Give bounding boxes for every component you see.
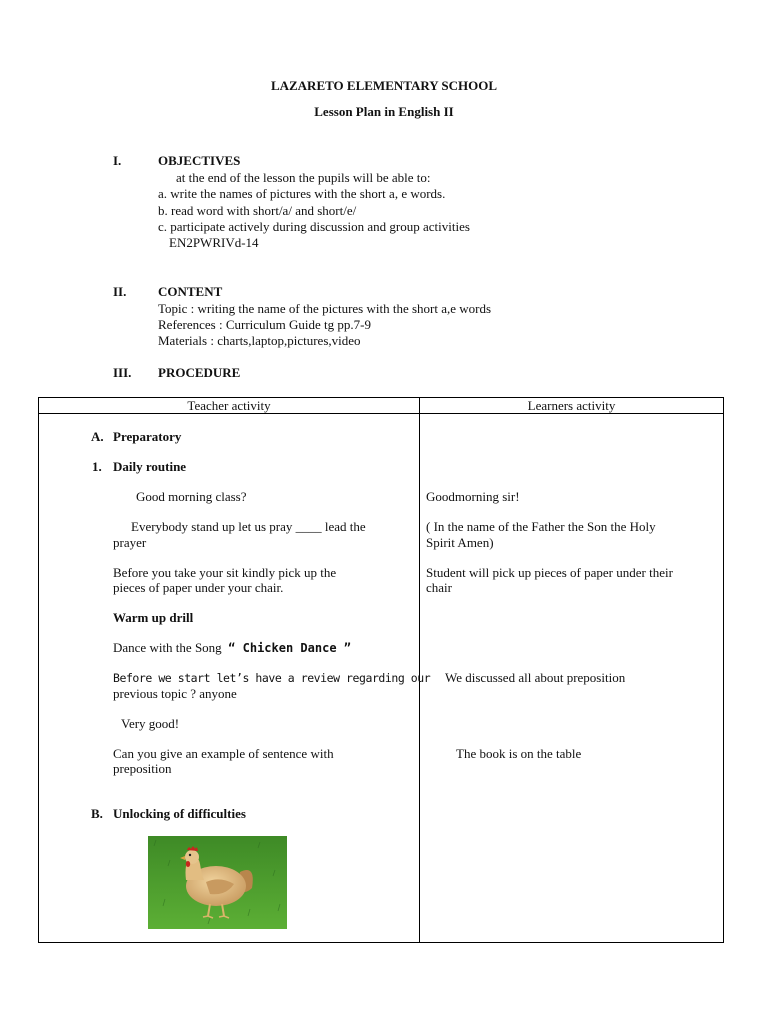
- learner-example-answer: The book is on the table: [456, 746, 582, 761]
- table-right-border: [723, 397, 724, 943]
- learner-prayer-line1: ( In the name of the Father the Son the Holy: [426, 519, 656, 534]
- teacher-review-line1: Before we start let’s have a review regarding our: [113, 671, 431, 685]
- teacher-review-line2: previous topic ? anyone: [113, 686, 237, 701]
- unlocking-heading: Unlocking of difficulties: [113, 806, 246, 821]
- header-learners-activity: Learners activity: [527, 398, 616, 413]
- objective-item-a: a. write the names of pictures with the short a, e words.: [158, 186, 446, 201]
- header-teacher-activity: Teacher activity: [187, 398, 271, 413]
- objective-item-b: b. read word with short/a/ and short/e/: [158, 203, 357, 218]
- objective-item-c: c. participate actively during discussion and group activities: [158, 219, 470, 234]
- objectives-intro: at the end of the lesson the pupils will be able to:: [176, 170, 431, 185]
- unlocking-letter: B.: [91, 806, 103, 821]
- learner-review-answer: We discussed all about preposition: [445, 670, 626, 685]
- preparatory-letter: A.: [91, 429, 104, 444]
- chicken-picture: [148, 836, 287, 929]
- learner-paper-line2: chair: [426, 580, 452, 595]
- daily-routine-heading: Daily routine: [113, 459, 187, 474]
- learner-prayer-line2: Spirit Amen): [426, 535, 494, 550]
- dance-song-title: “ Chicken Dance ”: [228, 641, 351, 655]
- dance-instruction: [113, 640, 351, 656]
- content-heading: CONTENT: [158, 284, 223, 299]
- teacher-example-line1: Can you give an example of sentence with: [113, 746, 334, 761]
- content-topic: Topic : writing the name of the pictures with the short a,e words: [158, 301, 492, 316]
- learner-paper-line1: Student will pick up pieces of paper under their: [426, 565, 673, 580]
- procedure-heading: PROCEDURE: [158, 365, 241, 380]
- teacher-greeting: Good morning class?: [136, 489, 247, 504]
- content-materials: Materials : charts,laptop,pictures,video: [158, 333, 361, 348]
- school-name: LAZARETO ELEMENTARY SCHOOL: [270, 78, 498, 93]
- competency-code: EN2PWRIVd-14: [169, 235, 259, 250]
- daily-routine-number: 1.: [92, 459, 102, 474]
- warm-up-heading: Warm up drill: [113, 610, 194, 625]
- teacher-paper-line1: Before you take your sit kindly pick up the: [113, 565, 337, 580]
- chicken-illustration: [148, 836, 287, 929]
- objectives-numeral: I.: [113, 153, 122, 168]
- content-references: References : Curriculum Guide tg pp.7-9: [158, 317, 371, 332]
- lesson-plan-title: Lesson Plan in English II: [314, 104, 454, 119]
- teacher-very-good: Very good!: [121, 716, 180, 731]
- table-left-border: [38, 397, 39, 943]
- teacher-example-line2: preposition: [113, 761, 172, 776]
- teacher-prayer-line1: Everybody stand up let us pray ____ lead the: [131, 519, 366, 534]
- objectives-heading: OBJECTIVES: [158, 153, 241, 168]
- table-bottom-border: [38, 942, 724, 943]
- learner-greeting: Goodmorning sir!: [426, 489, 520, 504]
- preparatory-heading: Preparatory: [113, 429, 182, 444]
- teacher-prayer-line2: prayer: [113, 535, 147, 550]
- dance-prefix: Dance with the Song: [113, 640, 222, 655]
- teacher-paper-line2: pieces of paper under your chair.: [113, 580, 284, 595]
- content-numeral: II.: [113, 284, 127, 299]
- procedure-numeral: III.: [113, 365, 132, 380]
